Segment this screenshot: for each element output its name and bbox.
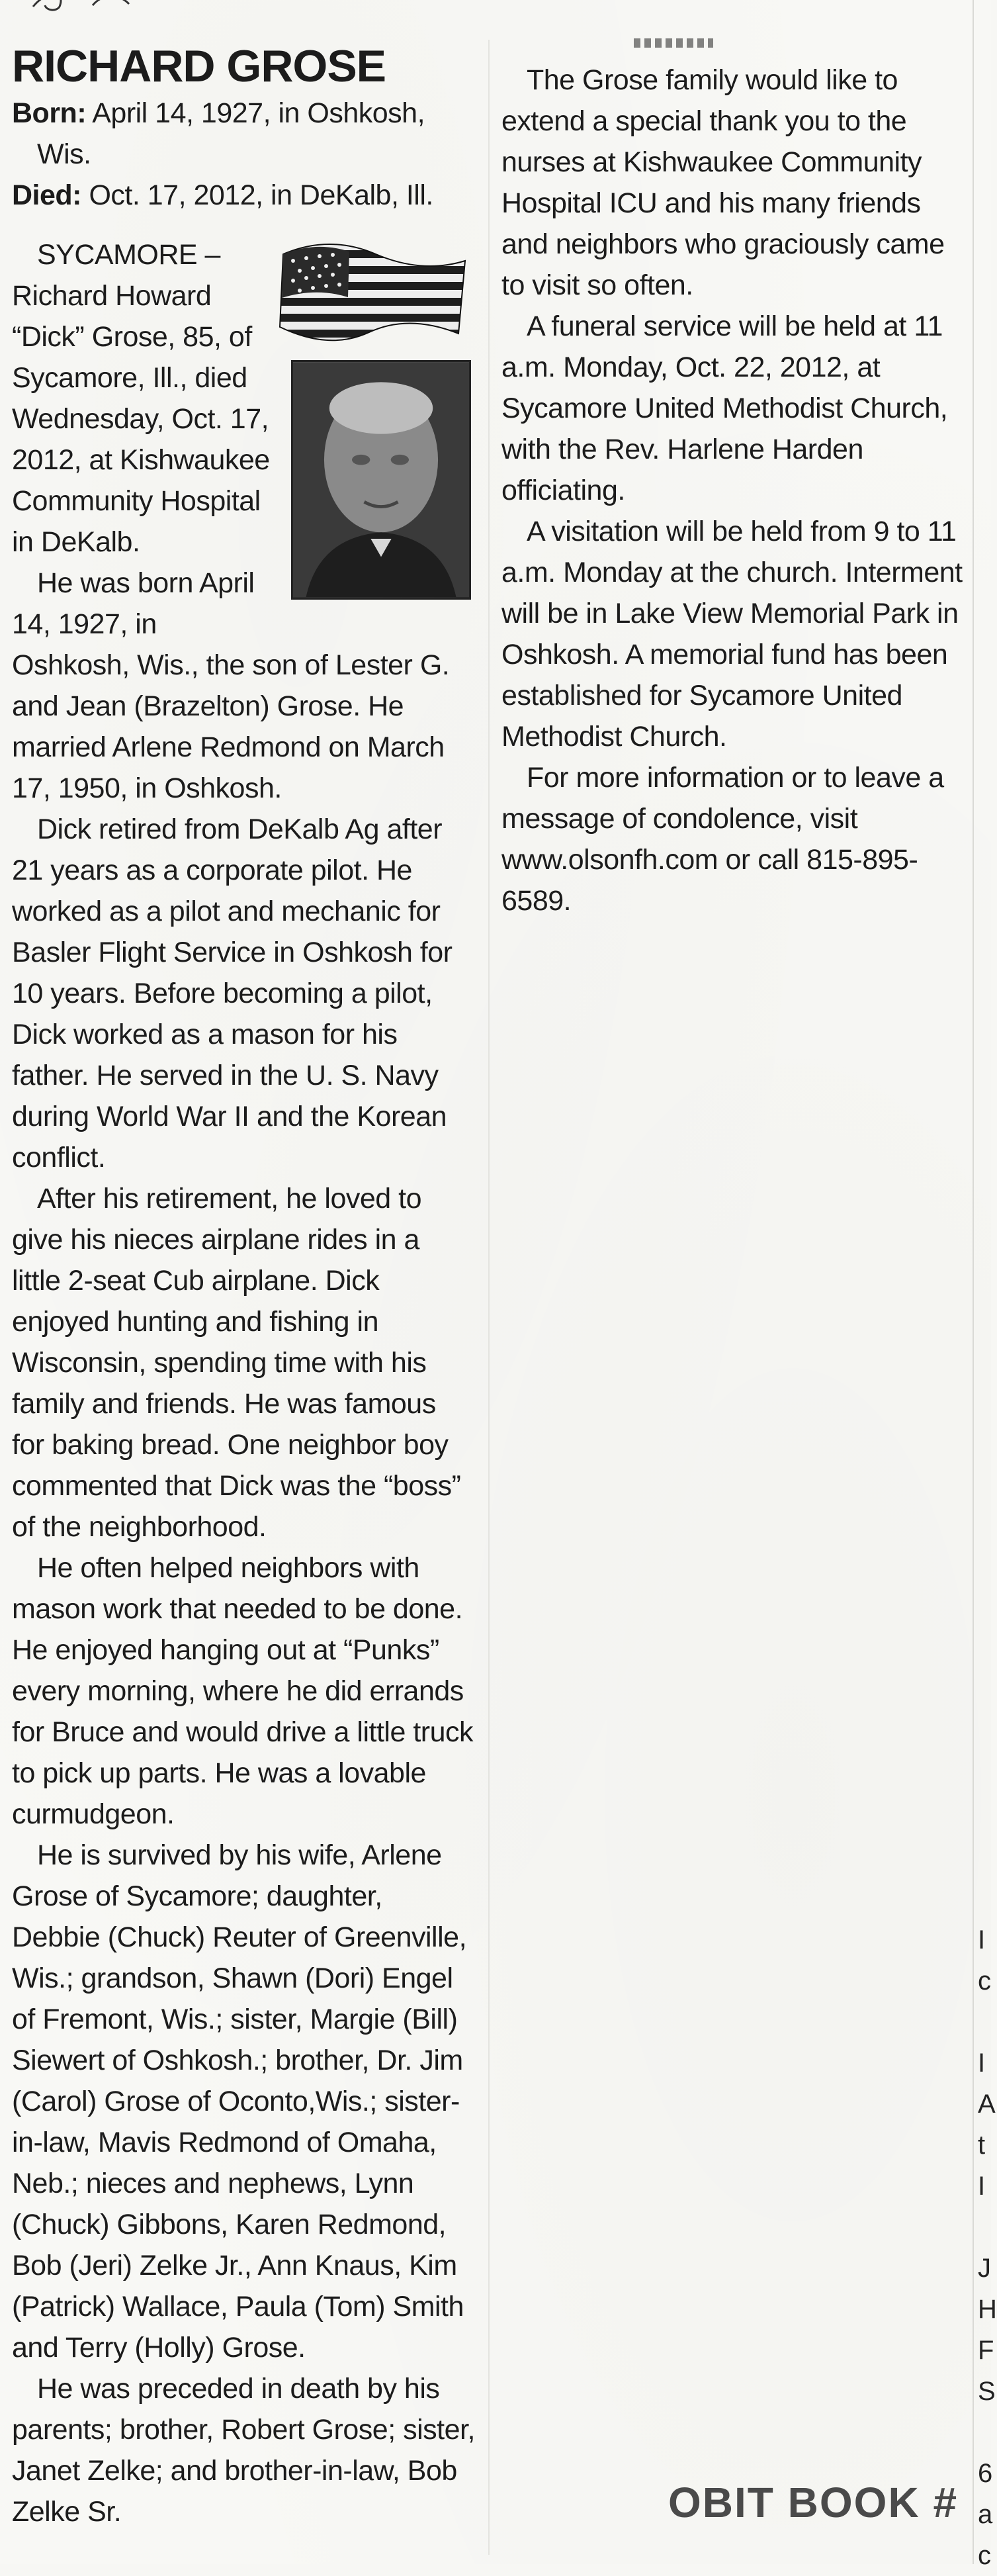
obit-book-stamp: OBIT BOOK # [668,2479,959,2526]
edge-fragment: J [978,2254,991,2283]
paragraph-career: Dick retired from DeKalb Ag after 21 years as a corporate pilot. He worked as a pilot and mechanic for Basler Flight Service in Oshkosh for 10 years. Before becoming a pilot, Dick worked as a mason for his father. He served in the U. S. Navy during World War II and the Korean conflict. [12,813,453,1173]
born-line [12,93,475,175]
paragraph-helping: He often helped neighbors with mason work that needed to be done. He enjoyed hanging out at “Punks” every morning, where he did errands for Bruce and would drive a little truck to pick up parts. He was a lovable curmudgeon. [12,1552,473,1830]
obituary-body [12,234,475,2532]
paragraph-survived: He is survived by his wife, Arlene Grose of Sycamore; daughter, Debbie (Chuck) Reuter of Greenville, Wis.; grandson, Shawn (Dori) Engel of Fremont, Wis.; sister, Margie (Bill) Siewert of Oshkosh.; brother, Dr. Jim (Carol) Grose of Oconto,Wis.; sister-in-law, Mavis Redmond of Omaha, Neb.; nieces and nephews, Lynn (Chuck) Gibbons, Karen Redmond, Bob (Jeri) Zelke Jr., Ann Knaus, Kim (Patrick) Wallace, Paula (Tom) Smith and Terry (Holly) Grose. [12,1839,467,2364]
paragraph-visitation: A visitation will be held from 9 to 11 a.m. Monday at the church. Interment will be in Lake View Memorial Park in Oshkosh. A memorial fund has been established for Sycamore United Methodist Church. [501,516,963,753]
paragraph-retirement: After his retirement, he loved to give his nieces airplane rides in a little 2-seat Cub airplane. Dick enjoyed hunting and fishing in Wisconsin, spending time with his family and friends. He was famous for baking bread. One neighbor boy commented that Dick was the “boss” of the neighborhood. [12,1183,461,1543]
died-value: Oct. 17, 2012, in DeKalb, Ill. [89,179,433,211]
edge-fragment: A [978,2090,996,2119]
obituary-right-column [501,60,965,921]
obituary-left-column [12,41,475,2532]
clipped-text-edge [634,38,713,48]
died-label: Died: [12,179,81,211]
paragraph-preceded: He was preceded in death by his parents; brother, Robert Grose; sister, Janet Zelke; and brother-in-law, Bob Zelke Sr. [12,2373,475,2528]
edge-fragment: H [978,2295,997,2324]
died-line [12,175,475,216]
edge-fragment: t [978,2131,986,2160]
obituary-name: RICHARD GROSE [12,41,386,91]
page-edge-divider [973,0,974,2564]
paragraph-born: He was born April 14, 1927, in Oshkosh, Wis., the son of Lester G. and Jean (Brazelton) Grose. He married Arlene Redmond on March 17, 1950, in Oshkosh. [12,567,450,804]
born-value: April 14, 1927, in Oshkosh, [92,97,425,129]
edge-fragment: I [978,2172,986,2201]
edge-fragment: c [978,2541,991,2570]
portrait-photo [291,360,471,600]
adjacent-column-fragments [978,1919,997,2576]
edge-fragment: I [978,2048,986,2078]
paragraph-contact: For more information or to leave a message of condolence, visit www.olsonfh.com or call 815-895-6589. [501,762,944,917]
american-flag-icon [277,234,468,347]
born-label: Born: [12,97,87,129]
edge-fragment: a [978,2500,993,2529]
handwritten-mark [26,0,139,15]
edge-fragment: 6 [978,2459,993,2488]
image-block [283,234,475,626]
column-divider [488,40,490,2555]
portrait-illustration [293,362,469,598]
edge-fragment: S [978,2377,996,2406]
paragraph-thanks: The Grose family would like to extend a special thank you to the nurses at Kishwaukee Community Hospital ICU and his many friends and neighbors who graciously came to visit so often. [501,64,945,301]
paragraph-funeral: A funeral service will be held at 11 a.m. Monday, Oct. 22, 2012, at Sycamore United Methodist Church, with the Rev. Harlene Harden officiating. [501,310,948,506]
edge-fragment: I [978,1925,986,1955]
paragraph-intro: SYCAMORE – Richard Howard “Dick” Grose, 85, of Sycamore, Ill., died Wednesday, Oct. 17, 2012, at Kishwaukee Community Hospital in DeKalb. [12,239,270,558]
edge-fragment: F [978,2336,994,2365]
edge-fragment: c [978,1966,991,1996]
born-value-continued: Wis. [37,138,91,170]
